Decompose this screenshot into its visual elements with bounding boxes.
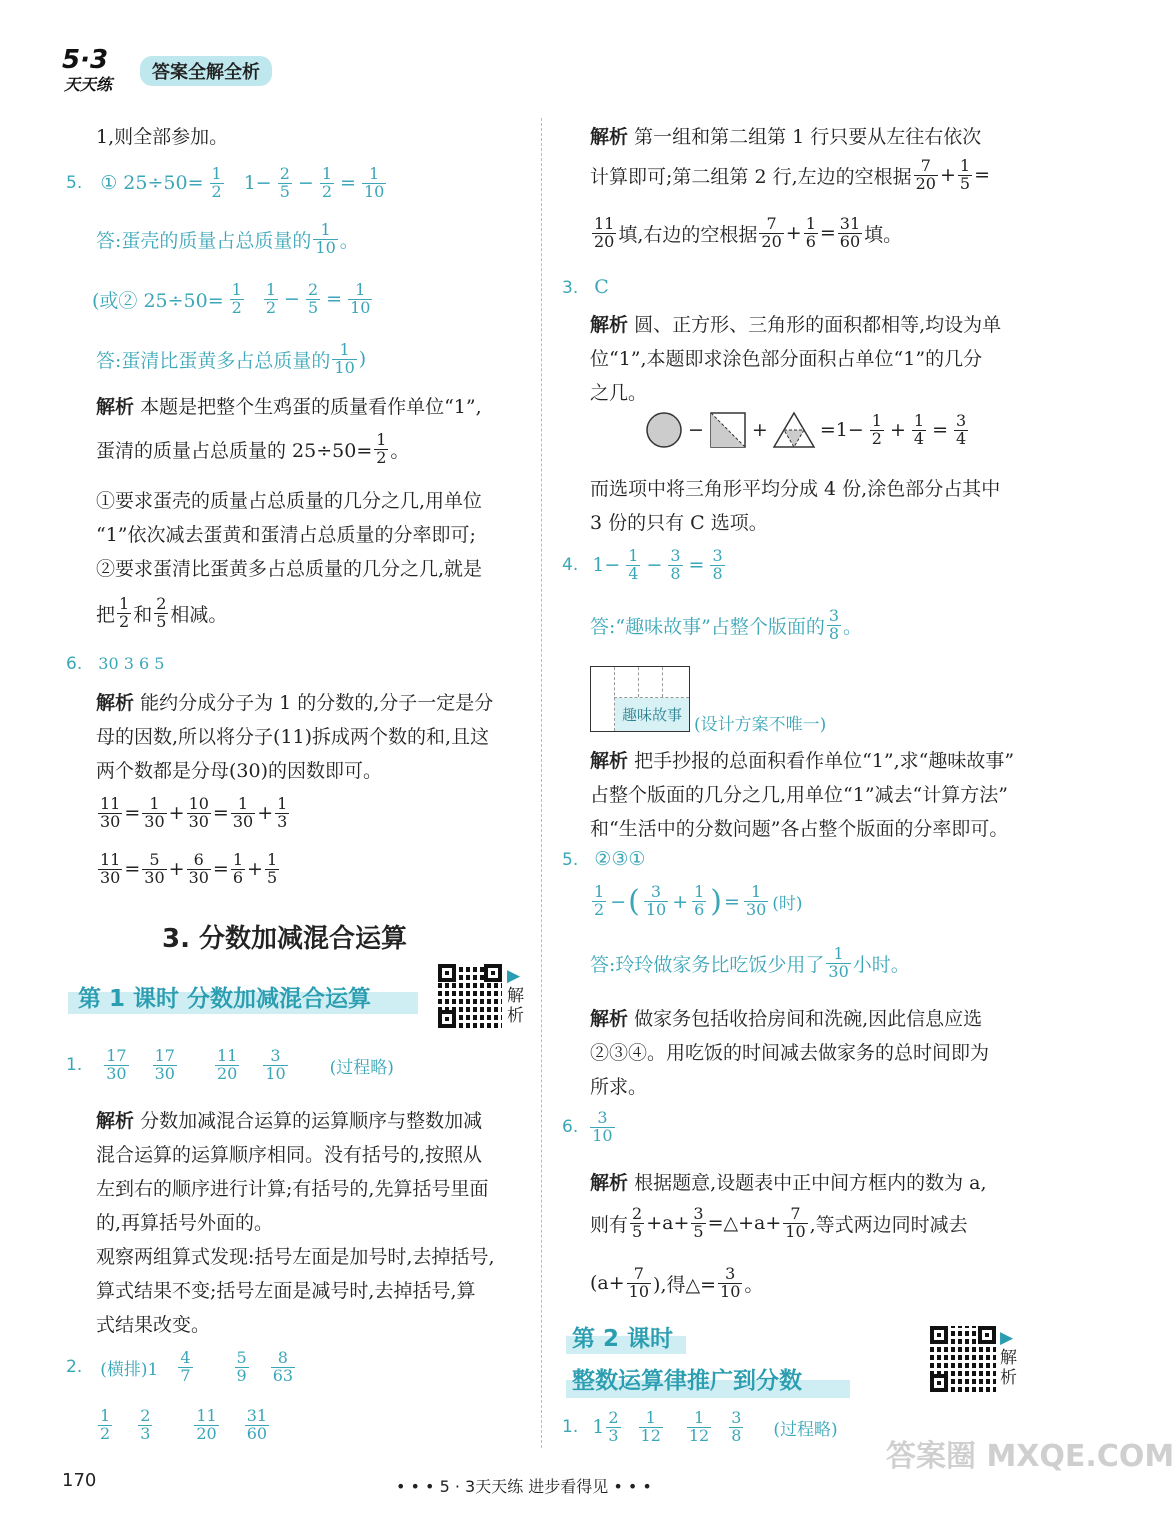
l1q1-jx1: [96, 1106, 482, 1133]
q6-jx1-text: 根据题意,设题表中正中间方框内的数为 a,: [634, 1172, 987, 1194]
l2q1-number: 1.: [562, 1417, 579, 1438]
frac: $\frac{1}{2}$: [211, 164, 222, 201]
q5-jx1-text: 本题是把整个生鸡蛋的质量看作单位“1”,: [140, 396, 482, 418]
lesson2-title-1: 第 2 课时: [572, 1326, 674, 1352]
q5-jx5: ②要求蛋清比蛋黄多占总质量的几分之几,就是: [96, 558, 483, 580]
q6-eq2: $\frac{11}{30}$ = $\frac{5}{30}$ + $\frac{6}{30}$ = $\frac{1}{6}$ + $\frac{1}{5}$: [100, 850, 278, 887]
q5-jx6-a: 把: [96, 603, 116, 626]
q5-jx3: ①要求蛋壳的质量占总质量的几分之几,用单位: [96, 490, 483, 512]
right-q3: [562, 276, 609, 298]
q5-answer: ②③①: [594, 848, 646, 870]
q3-jx2: 位“1”,本题即求涂色部分面积占单位“1”的几分: [590, 348, 983, 370]
q3-equation: − + =1− $\frac{1}{2}$ + $\frac{1}{4}$ = $\frac{3}{4}$: [644, 410, 970, 450]
footer-slogan: • • • 5 · 3天天练 进步看得见 • • •: [396, 1477, 652, 1496]
jx-label: 解析: [590, 126, 629, 148]
r-line2-text: 计算即可;第二组第 2 行,左边的空根据: [590, 165, 912, 188]
q4-answer-text: 答:“趣味故事”占整个版面的: [590, 615, 825, 638]
jx-label: 解析: [96, 692, 135, 714]
jx-label: 解析: [96, 1110, 135, 1132]
logo-graphic: [58, 40, 138, 96]
q5-number: 5.: [66, 173, 83, 194]
q4-answer: 答:“趣味故事”占整个版面的 $\frac{3}{8}$ 。: [590, 606, 863, 643]
q5-answer2-text: 答:玲玲做家务比吃饭少用了: [590, 953, 825, 976]
column-divider: [541, 118, 542, 1448]
l1q2-label: (横排)1: [100, 1359, 159, 1380]
lesson2-title-2: 整数运算律推广到分数: [572, 1368, 802, 1394]
q4-box-label: 趣味故事: [615, 698, 689, 731]
l1q1-jx1-text: 分数加减混合运算的运算顺序与整数加减: [140, 1110, 483, 1132]
l1q1-jx3: 左到右的顺序进行计算;有括号的,先算括号里面: [96, 1178, 489, 1200]
q6-jx2-d: ,等式两边同时减去: [809, 1213, 968, 1236]
q6-jx1: [96, 688, 493, 715]
q3-answer: C: [594, 276, 609, 298]
q5-equation: $\frac{1}{2}$ − ( $\frac{3}{10}$ + $\frac{1}{6}$ ) = $\frac{1}{30}$ (时): [594, 882, 803, 919]
qr-code-2[interactable]: [930, 1326, 996, 1392]
q5-alt-text: (或② 25÷50=: [92, 289, 224, 312]
jx-label: 解析: [590, 750, 629, 772]
q3-jx4: 而选项中将三角形平均分成 4 份,涂色部分占其中: [590, 478, 1001, 500]
q5-jx2: 蛋清的质量占总质量的 25÷50= $\frac{1}{2}$ 。: [96, 430, 410, 467]
right-q6: 6. $\frac{3}{10}$: [562, 1108, 613, 1145]
q5-answer1: 答:蛋壳的质量占总质量的 $\frac{1}{10}$ 。: [96, 220, 359, 257]
q5-jx2: ②③④。用吃饭的时间减去做家务的总时间即为: [590, 1042, 990, 1064]
q5-answer2-text: 答:蛋清比蛋黄多占总质量的: [96, 349, 331, 372]
qr-code[interactable]: [438, 964, 502, 1028]
q5-jx1-text: 做家务包括收拾房间和洗碗,因此信息应选: [634, 1008, 983, 1030]
q4-jx1: [590, 746, 1014, 773]
q4-layout-diagram: [590, 666, 690, 732]
r-line1-text: 第一组和第二组第 1 行只要从左往右依次: [634, 126, 982, 148]
q3-jx5: 3 份的只有 C 选项。: [590, 512, 768, 534]
l2-q1: 1. 1 $\frac{2}{3}$ $\frac{1}{12}$ $\frac{1}{12}$ $\frac{3}{8}$ (过程略): [562, 1408, 838, 1445]
jx-label: 解析: [590, 1008, 629, 1030]
q5-jx2-text: 蛋清的质量占总质量的 25÷50=: [96, 439, 373, 462]
q5-answer1-text: 答:蛋壳的质量占总质量的: [96, 229, 312, 252]
l1q1-jx4: 的,再算括号外面的。: [96, 1212, 274, 1234]
r-line1: [590, 122, 981, 149]
q6-jx2-a: 则有: [590, 1213, 629, 1236]
play-icon: ▶: [507, 966, 521, 986]
q3-number: 3.: [562, 278, 579, 298]
q6-jx2-c: =△+a+: [707, 1212, 782, 1235]
circle-shape-icon: [644, 410, 684, 450]
q6-number: 6.: [66, 654, 83, 674]
q6-jx3: 两个数都是分母(30)的因数即可。: [96, 760, 383, 782]
l-line1: 1,则全部参加。: [96, 126, 229, 148]
l2q1-note: (过程略): [773, 1419, 838, 1440]
q6-jx1-text: 能约分成分子为 1 的分数的,分子一定是分: [140, 692, 494, 714]
q5-answer2-tail: 小时。: [852, 953, 910, 976]
header-title: 答案全解全析: [140, 56, 272, 86]
q6-answer: 30 3 6 5: [98, 654, 165, 673]
right-q4: 4. 1− $\frac{1}{4}$ − $\frac{3}{8}$ = $\frac{3}{8}$: [562, 546, 723, 583]
l1q1-number: 1.: [66, 1055, 83, 1076]
q6-eq1: $\frac{11}{30}$ = $\frac{1}{30}$ + $\frac{10}{30}$ = $\frac{1}{30}$ + $\frac{1}{3}$: [100, 794, 288, 831]
play-icon: ▶: [1000, 1328, 1014, 1348]
l1-q2-row2: $\frac{1}{2}$ $\frac{2}{3}$ $\frac{11}{20}$ $\frac{31}{60}$: [100, 1406, 268, 1443]
q6-jx3: (a+ $\frac{7}{10}$ ),得△= $\frac{3}{10}$ 。: [590, 1264, 764, 1301]
q5-jx4: “1”依次减去蛋黄和蛋清占总质量的分率即可;: [96, 524, 476, 546]
q5-jx6: 把 $\frac{1}{2}$ 和 $\frac{2}{5}$ 相减。: [96, 594, 228, 631]
jx-label: 解析: [590, 314, 629, 336]
svg-text:5·3: 5·3: [62, 45, 109, 75]
l1q1-note: (过程略): [329, 1057, 394, 1078]
q3-jx1: [590, 310, 1001, 337]
q5-number: 5.: [562, 850, 579, 870]
q4-jx3: 和“生活中的分数问题”各占整个版面的分率即可。: [590, 818, 1009, 840]
q6-jx3-b: ),得△=: [653, 1273, 717, 1296]
l1q1-jx2: 混合运算的运算顺序相同。没有括号的,按照从: [96, 1144, 483, 1166]
q5-jx6-b: 和: [133, 603, 153, 626]
l1q1-jx7: 式结果改变。: [96, 1314, 211, 1336]
q5-part-a: ① 25÷50=: [100, 172, 204, 195]
right-q5: [562, 848, 645, 870]
q5-part-b: 1−: [243, 172, 272, 195]
q5-answer2: 答:蛋清比蛋黄多占总质量的 $\frac{1}{10}$ ): [96, 340, 367, 377]
q5-jx1: [590, 1004, 982, 1031]
l1q2-number: 2.: [66, 1357, 83, 1378]
svg-text:天天练: 天天练: [64, 75, 113, 94]
q5-jx6-c: 相减。: [170, 603, 228, 626]
q6-jx1: [590, 1168, 987, 1195]
q5-unit: (时): [772, 894, 803, 914]
l1q1-jx5: 观察两组算式发现:括号左面是加号时,去掉括号,: [96, 1246, 495, 1268]
jx-label: 解析: [590, 1172, 629, 1194]
left-q6: [66, 652, 164, 674]
qr-label-text: 解析: [507, 986, 524, 1026]
r-line2: 计算即可;第二组第 2 行,左边的空根据 $\frac{7}{20}$ + $\frac{1}{5}$ =: [590, 156, 990, 193]
q4-jx2: 占整个版面的几分之几,用单位“1”减去“计算方法”: [590, 784, 1008, 806]
qr-label: [507, 966, 523, 1026]
q5-jx3: 所求。: [590, 1076, 648, 1098]
q4-number: 4.: [562, 555, 579, 576]
r-line3-a: 填,右边的空根据: [618, 223, 758, 246]
q6-number: 6.: [562, 1117, 579, 1138]
q3-jx1-text: 圆、正方形、三角形的面积都相等,均设为单: [634, 314, 1002, 336]
r-line3: $\frac{11}{20}$ 填,右边的空根据 $\frac{7}{20}$ + $\frac{1}{6}$ = $\frac{31}{60}$ 填。: [594, 214, 903, 251]
left-q5: 5. ① 25÷50= $\frac{1}{2}$ 1− $\frac{2}{5}$ − $\frac{1}{2}$ = $\frac{1}{10}$: [66, 164, 385, 201]
qr-label-2-text: 解析: [1000, 1348, 1017, 1388]
l1-q2: 2. (横排)1 $\frac{4}{7}$ $\frac{5}{9}$ $\frac{8}{63}$: [66, 1348, 294, 1385]
jx-label: 解析: [96, 396, 135, 418]
qr-label-2: [1000, 1328, 1016, 1388]
q6-jx2-b: +a+: [646, 1212, 690, 1235]
l1q1-jx6: 算式结果不变;括号左面是减号时,去掉括号,算: [96, 1280, 476, 1302]
r-line3-b: 填。: [864, 223, 903, 246]
page-number: 170: [62, 1470, 97, 1491]
q3-jx3: 之几。: [590, 382, 648, 404]
watermark: 答案圈 MXQE.COM: [886, 1439, 1174, 1474]
logo: [58, 40, 138, 96]
q6-jx2: 母的因数,所以将分子(11)拆成两个数的和,且这: [96, 726, 490, 748]
square-shape-icon: [708, 410, 748, 450]
triangle-shape-icon: [772, 410, 816, 450]
q3-eq-text: =1−: [819, 419, 864, 441]
lesson1-title: 第 1 课时 分数加减混合运算: [78, 986, 372, 1012]
section-title: 3. 分数加减混合运算: [162, 924, 408, 954]
q5-jx1: [96, 392, 482, 419]
q5-answer2: 答:玲玲做家务比吃饭少用了 $\frac{1}{30}$ 小时。: [590, 944, 910, 981]
q5-alt: (或② 25÷50= $\frac{1}{2}$ $\frac{1}{2}$ − $\frac{2}{5}$ = $\frac{1}{10}$: [92, 280, 371, 317]
q4-note: (设计方案不唯一): [694, 715, 827, 735]
q6-jx3-a: (a+: [590, 1272, 625, 1295]
q6-jx2: 则有 $\frac{2}{5}$ +a+ $\frac{3}{5}$ =△+a+ $\frac{7}{10}$ ,等式两边同时减去: [590, 1204, 968, 1241]
q4-jx1-text: 把手抄报的总面积看作单位“1”,求“趣味故事”: [634, 750, 1015, 772]
l1-q1: 1. $\frac{17}{30}$ $\frac{17}{30}$ $\frac{11}{20}$ $\frac{3}{10}$ (过程略): [66, 1046, 394, 1083]
l2q1-whole: 1: [592, 1416, 605, 1439]
